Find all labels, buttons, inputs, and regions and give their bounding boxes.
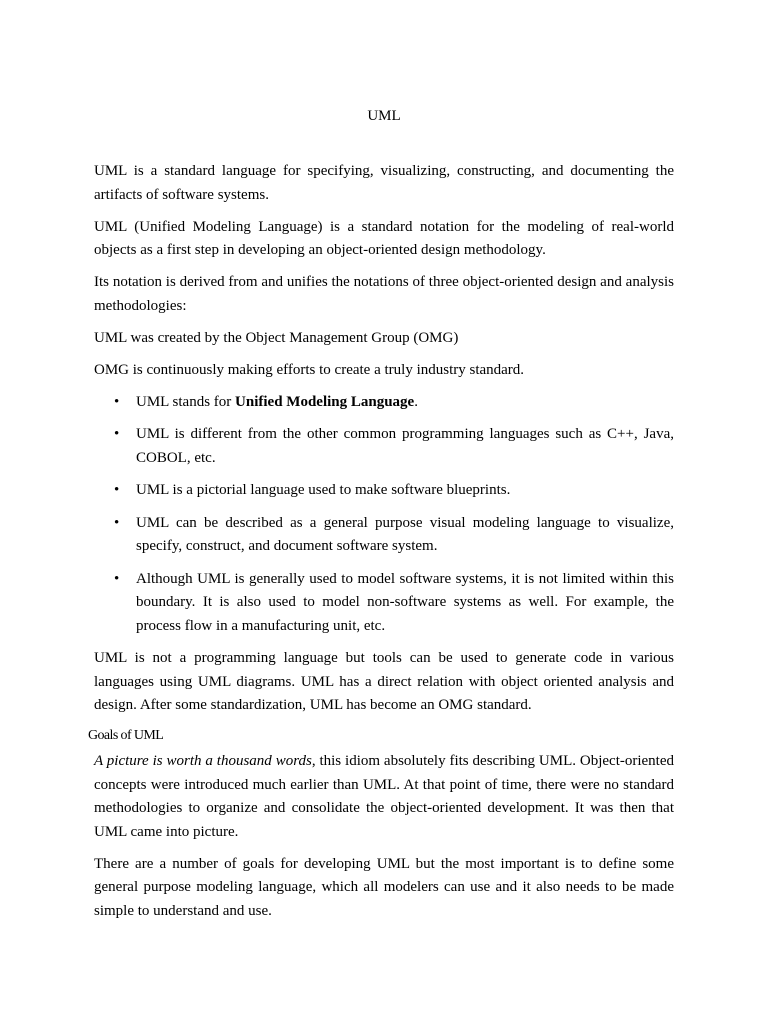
bullet-icon: • [114,426,120,442]
uml-facts-list [94,391,674,639]
intro-paragraph-2: UML (Unified Modeling Language) is a standard notation for the modeling of real-world objects as a first step in developing an object-oriented design methodology. [94,218,674,258]
bullet-icon: • [114,570,120,587]
intro-paragraph-3: Its notation is derived from and unifies the notations of three object-oriented design and analysis methodologies: [94,274,674,314]
bullet-icon: • [114,393,120,410]
intro-paragraph-4: UML was created by the Object Management Group (OMG) [94,329,459,346]
goals-paragraph-2: There are a number of goals for developing UML but the most important is to define some general purpose modeling language, which all modelers can use and it also needs to be made simple to understand and use. [94,855,674,919]
bullet-icon: • [114,482,120,498]
bullet-icon: • [114,514,120,531]
list-item [94,391,674,415]
list-item [94,423,674,470]
list-item-text: UML can be described as a general purpose visual modeling language to visualize, specify, construct, and document software system. [136,514,674,554]
intro-paragraph-5: OMG is continuously making efforts to create a truly industry standard. [94,361,525,378]
list-item [94,479,674,503]
list-item-text: Although UML is generally used to model software systems, it is not limited within this boundary. It is also used to model non-software systems as well. For example, the process flow in a manufacturing unit, etc. [136,570,674,634]
intro-paragraph-1: UML is a standard language for specifying, visualizing, constructing, and documenting the artifacts of software systems. [94,163,674,203]
idiom-italic: A picture is worth a thousand words [94,753,312,769]
list-item [94,568,674,639]
list-item-text-prefix: UML stands for [136,393,236,410]
list-item [94,512,674,559]
list-item-text: UML is different from the other common programming languages such as C++, Java, COBOL, etc. [136,426,674,466]
list-item-text [136,391,674,415]
goals-paragraph-1 [94,750,674,844]
document-body [88,160,675,932]
goals-paragraph-1-rest: , this idiom absolutely fits describing UML. Object-oriented concepts were introduced much earlier than UML. At that point of time, there were no standard methodologies to organize and consolidate the object-oriented development. It was then that UML came into picture. [94,753,675,840]
list-item-text-suffix: . [414,393,418,410]
goals-heading: Goals of UML [88,728,164,743]
summary-paragraph: UML is not a programming language but tools can be used to generate code in various languages using UML diagrams. UML has a direct relation with object oriented analysis and design. After some standardization, UML has become an OMG standard. [94,650,674,713]
list-item-bold-term: Unified Modeling Language [235,393,415,410]
list-item-text: UML is a pictorial language used to make software blueprints. [136,482,511,498]
page-title: UML [367,108,401,124]
